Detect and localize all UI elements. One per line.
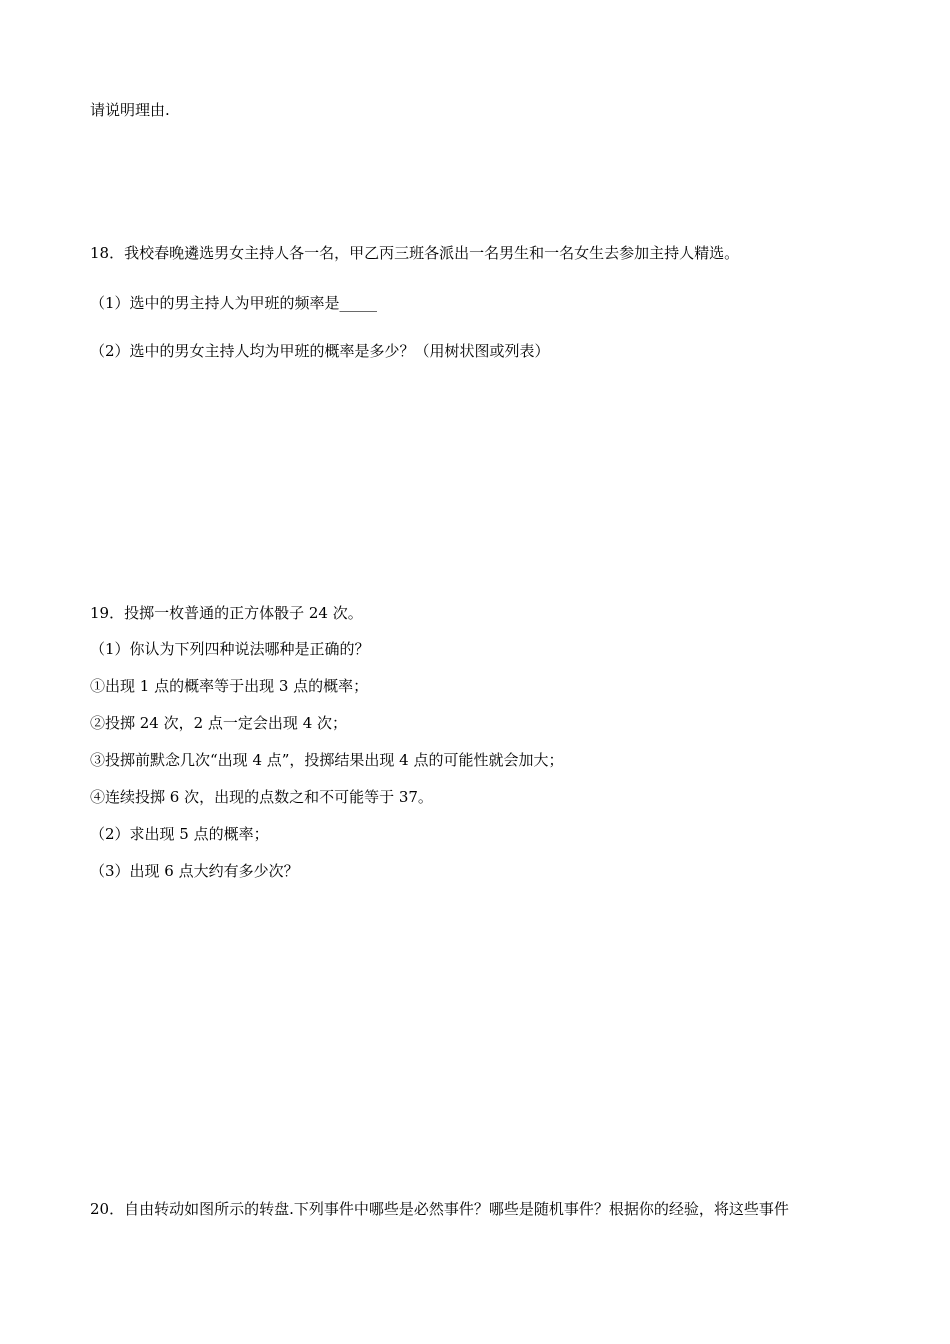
q19-part-1: （1）你认为下列四种说法哪种是正确的？ [90, 640, 370, 658]
q19-statement-4: ④连续投掷 6 次，出现的点数之和不可能等于 37。 [90, 788, 433, 806]
q19-part-3: （3）出现 6 点大约有多少次？ [90, 862, 299, 880]
q18-stem: 18．我校春晚遴选男女主持人各一名，甲乙丙三班各派出一名男生和一名女生去参加主持人精选。 [90, 244, 740, 262]
q18-part-1: （1）选中的男主持人为甲班的频率是_____ [90, 294, 378, 312]
q18-part-2: （2）选中的男女主持人均为甲班的概率是多少？（用树状图或列表） [90, 342, 550, 360]
prev-question-tail: 请说明理由. [90, 101, 170, 119]
q19-statement-3: ③投掷前默念几次“出现 4 点”，投掷结果出现 4 点的可能性就会加大； [90, 751, 564, 769]
q19-stem: 19．投掷一枚普通的正方体骰子 24 次。 [90, 604, 363, 622]
q19-statement-2: ②投掷 24 次，2 点一定会出现 4 次； [90, 714, 348, 732]
q19-statement-1: ①出现 1 点的概率等于出现 3 点的概率； [90, 677, 369, 695]
q20-stem: 20．自由转动如图所示的转盘.下列事件中哪些是必然事件？哪些是随机事件？根据你的经验，将这些事件 [90, 1200, 789, 1218]
q19-part-2: （2）求出现 5 点的概率； [90, 825, 269, 843]
